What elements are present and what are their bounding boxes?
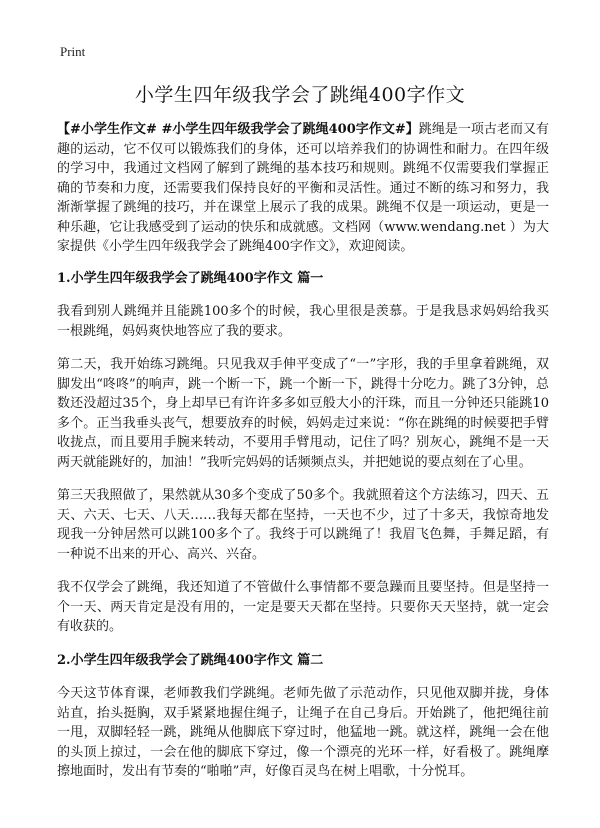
section-1-paragraph-2: 第二天，我开始练习跳绳。只见我双手伸平变成了“一”字形，我的手里拿着跳绳，双脚发出“咚咚”的响声，跳一个断一下，跳一个断一下，跳得十分吃力。跳了3分钟，总数还没超过35个，身上却早已有许许多多如豆般大小的汗珠，而且一分钟还只能跳10多个。正当我垂头丧气，想要放弃的时候，妈妈走过来说：“你在跳绳的时候要把手臂收拢点，而且要用手腕来转动，不要用手臂甩动，记住了吗？别灰心，跳绳不是一天两天就能跳好的，加油！”我听完妈妈的话频频点头，并把她说的要点刻在了心里。 (57, 357, 549, 470)
section-2-paragraph-1: 今天这节体育课，老师教我们学跳绳。老师先做了示范动作，只见他双脚并拢，身体站直，抬头挺胸，双手紧紧地握住绳子，让绳子在自己身后。开始跳了，他把绳往前一甩，双脚轻轻一跳，跳绳从他脚底下穿过时，他猛地一跳。就这样，跳绳一会在他的头顶上掠过，一会在他的脚底下穿过，像一个漂亮的光环一样，好看极了。跳绳摩擦地面时，发出有节奏的“啪啪”声，好像百灵鸟在树上唱歌，十分悦耳。 (57, 686, 549, 779)
section-1-paragraph-1: 我看到别人跳绳并且能跳100多个的时候，我心里很是羡慕。于是我恳求妈妈给我买一根跳绳，妈妈爽快地答应了我的要求。 (57, 304, 549, 339)
document-title: 小学生四年级我学会了跳绳400字作文 (134, 84, 466, 106)
section-1-paragraph-3: 第三天我照做了，果然就从30多个变成了50多个。我就照着这个方法练习，四天、五天、六天、七天、八天……我每天都在坚持，一天也不少，过了十多天，我惊奇地发现我一分钟居然可以跳100多个了。我终于可以跳绳了！我眉飞色舞，手舞足蹈，有一种说不出来的开心、高兴、兴奋。 (57, 488, 549, 562)
print-link[interactable]: Print (60, 44, 86, 59)
intro-tag: 【#小学生作文# #小学生四年级我学会了跳绳400字作文#】 (57, 122, 419, 137)
section-1-paragraph-4: 我不仅学会了跳绳，我还知道了不管做什么事情都不要急躁而且要坚持。但是坚持一个一天、两天肯定是没有用的，一定是要天天都在坚持。只要你天天坚持，就一定会有收获的。 (57, 580, 549, 634)
document-body (57, 120, 549, 796)
intro-paragraph (57, 120, 549, 257)
section-heading-1: 1.小学生四年级我学会了跳绳400字作文 篇一 (57, 270, 324, 286)
section-heading-2: 2.小学生四年级我学会了跳绳400字作文 篇二 (57, 652, 324, 668)
intro-text: 跳绳是一项古老而又有趣的运动，它不仅可以锻炼我们的身体，还可以培养我们的协调性和耐力。在四年级的学习中，我通过文档网了解到了跳绳的基本技巧和规则。跳绳不仅需要我们掌握正确的节奏和力度，还需要我们保持良好的平衡和灵活性。通过不断的练习和努力，我渐渐掌握了跳绳的技巧，并在课堂上展示了我的成果。跳绳不仅是一项运动，更是一种乐趣，它让我感受到了运动的快乐和成就感。文档网（www.wendang.net ）为大家提供《小学生四年级我学会了跳绳400字作文》，欢迎阅读。 (57, 122, 549, 254)
